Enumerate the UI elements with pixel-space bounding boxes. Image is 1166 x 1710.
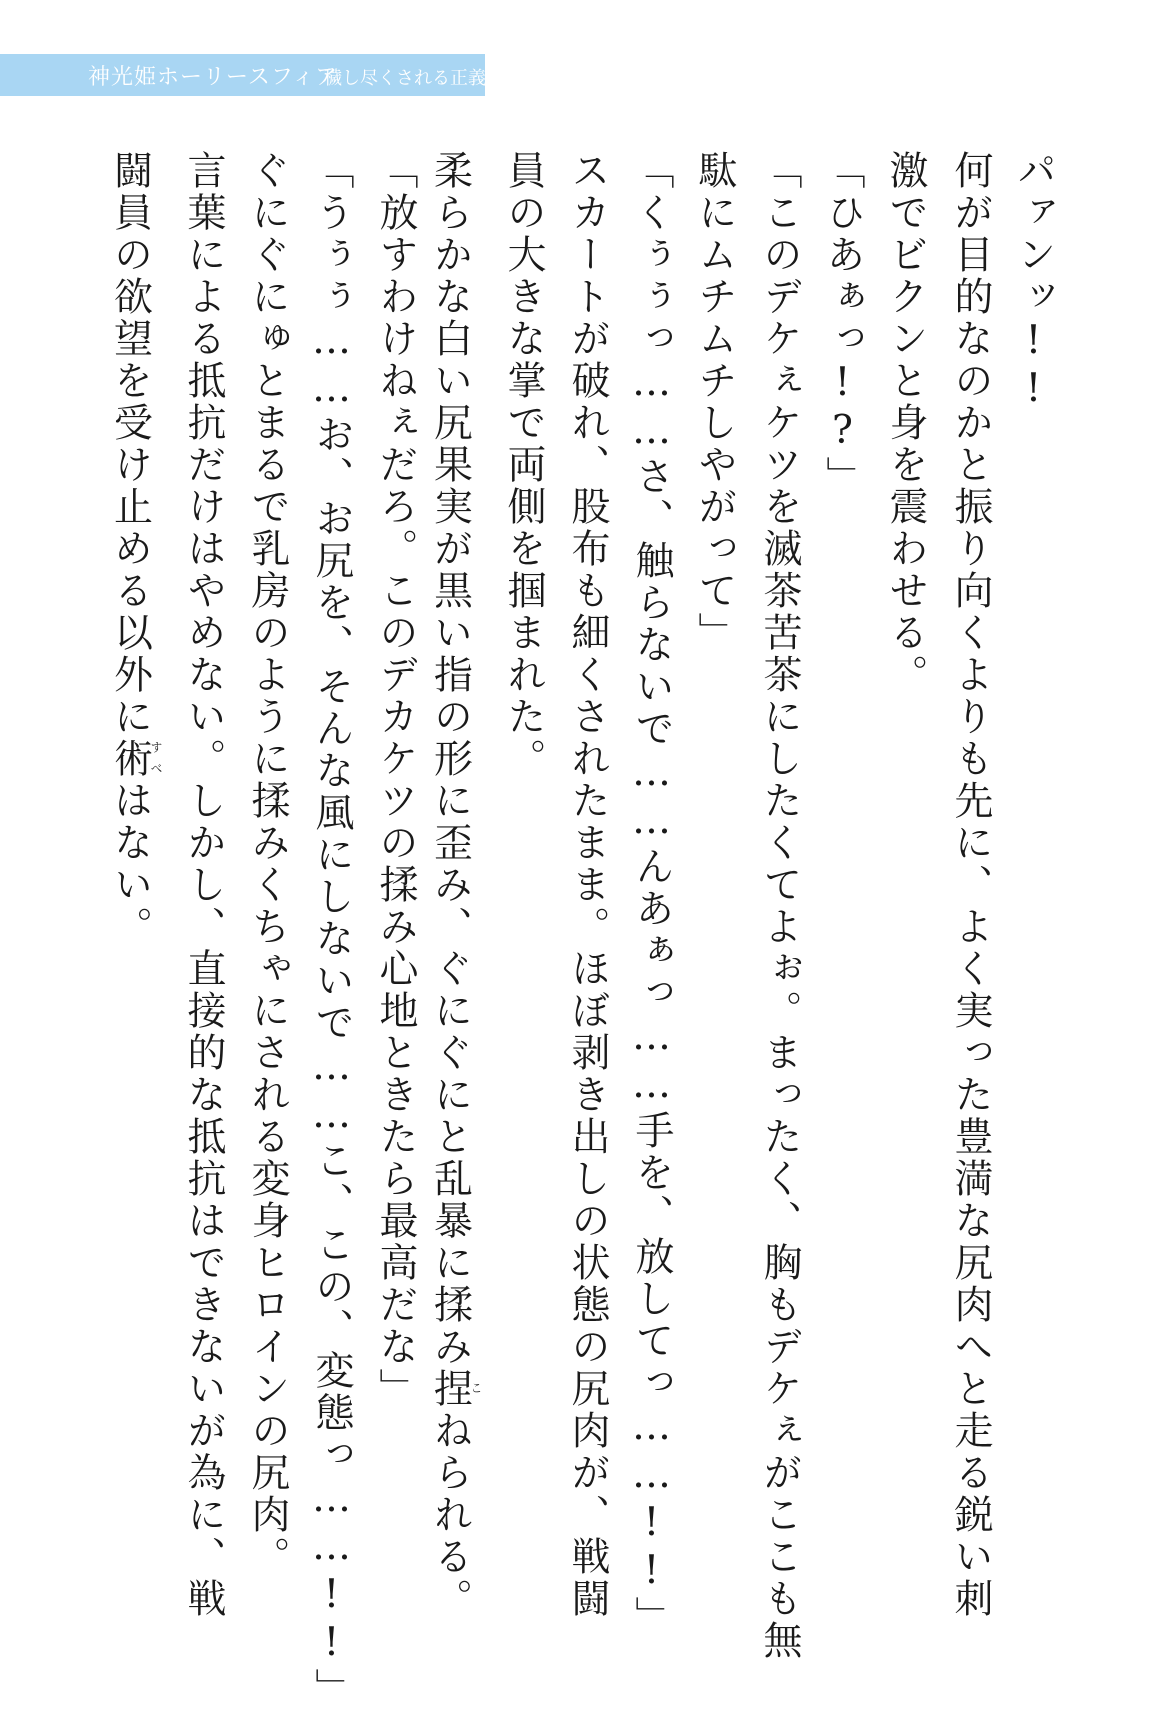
text-line-9: 員の大きな掌で両側を掴まれた。 (501, 150, 546, 780)
text-line-5: 「このデケぇケツを滅茶苦茶にしたくてよぉ。まったく、胸もデケぇがここも無 (757, 150, 802, 1662)
ruby-kone-reading: こ (469, 1368, 483, 1410)
text-line-3: 激でビクンと身を震わせる。 (883, 150, 928, 696)
text-line-15: 闘員の欲望を受け止める以外に術すべはない。 (107, 150, 163, 948)
text-line-4: 「ひあぁっ!?」 (820, 150, 865, 498)
text-line-12: 「うぅぅ……お、お尻を、そんな風にしないで……こ、この、変態っ……!!」 (309, 150, 354, 1710)
text-line-10 (427, 150, 483, 1620)
book-title: 神光姫ホーリースフィア (88, 65, 339, 90)
text-line-1: パァンッ!! (1011, 150, 1056, 414)
text-line-7: 「くぅぅっ……さ、触らないで……んあぁっ……手を、放してっ……!!」 (629, 150, 674, 1638)
ruby-sube-reading: すべ (149, 738, 163, 780)
text-line-13: ぐにぐにゅとまるで乳房のように揉みくちゃにされる変身ヒロインの尻肉。 (245, 150, 290, 1578)
running-header-band (0, 54, 485, 96)
ruby-sube: 術すべ (107, 738, 163, 780)
text-line-6: 駄にムチムチしやがって」 (692, 150, 737, 654)
text-line-10-part-1: 柔らかな白い尻果実が黒い指の形に歪み、ぐにぐにと乱暴に揉み捏こねられる。 (427, 150, 483, 1620)
text-line-2: 何が目的なのかと振り向くよりも先に、よく実った豊満な尻肉へと走る鋭い刺 (948, 150, 993, 1620)
ruby-kone: 捏こ (427, 1368, 483, 1410)
chapter-title: 穢し尽くされる正義 (324, 68, 486, 89)
text-line-14: 言葉による抵抗だけはやめない。しかし、直接的な抵抗はできないが為に、戦 (181, 150, 226, 1620)
text-line-8: スカートが破れ、股布も細くされたまま。ほぼ剥き出しの状態の尻肉が、戦闘 (565, 150, 610, 1620)
text-line-11: 「放すわけねぇだろ。このデカケツの揉み心地ときたら最高だな」 (373, 150, 418, 1410)
